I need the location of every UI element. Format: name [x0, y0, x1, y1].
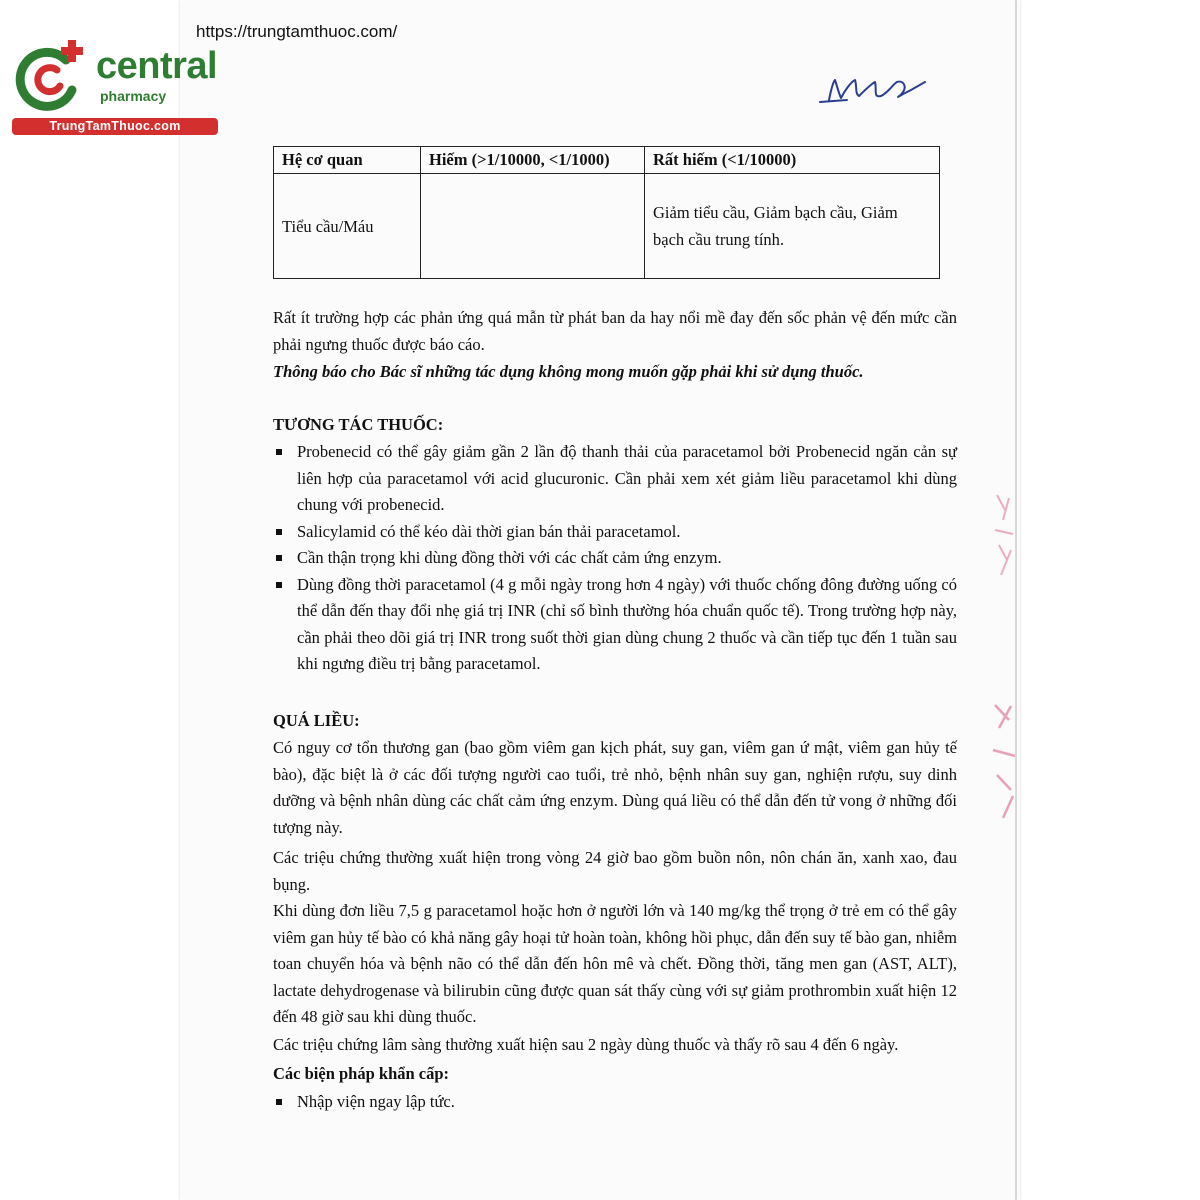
bullet-icon — [276, 529, 282, 535]
overdose-paragraph-4: Các triệu chứng lâm sàng thường xuất hiện sau 2 ngày dùng thuốc và thấy rõ sau 4 đến 6 ngày. — [273, 1035, 899, 1054]
table-cell: Tiểu cầu/Máu — [274, 174, 421, 279]
table-header-cell: Hiếm (>1/10000, <1/1000) — [421, 147, 645, 174]
pharmacy-cross-icon — [10, 38, 90, 118]
table-header-row — [274, 147, 940, 174]
overdose-paragraph-2: Các triệu chứng thường xuất hiện trong vòng 24 giờ bao gồm buồn nôn, nôn chán ăn, xanh xao, đau bụng. — [273, 848, 957, 894]
hypersensitivity-paragraph: Rất ít trường hợp các phản ứng quá mẫn từ phát ban da hay nổi mề đay đến sốc phản vệ đến mức cần phải ngưng thuốc được báo cáo. — [273, 308, 957, 354]
table-cell — [421, 174, 645, 279]
table-header-cell: Rất hiếm (<1/10000) — [645, 147, 940, 174]
overdose-heading: QUÁ LIỀU: — [273, 711, 360, 730]
overdose-paragraph-1: Có nguy cơ tổn thương gan (bao gồm viêm gan kịch phát, suy gan, viêm gan ứ mật, viêm gan hủy tế bào), đặc biệt là ở các đối tượng người cao tuổi, trẻ nhỏ, bệnh nhân suy gan, nghiện rượu, suy dinh dưỡng và bệnh nhân dùng các chất cảm ứng enzym. Dùng quá liều có thể dẫn đến tử vong ở những đối tượng này. — [273, 738, 957, 837]
bullet-icon — [276, 582, 282, 588]
list-item: Dùng đồng thời paracetamol (4 g mỗi ngày trong hơn 4 ngày) với thuốc chống đông đường uống có thể dẫn đến thay đổi nhẹ giá trị INR (chỉ số bình thường hóa chuẩn quốc tế). Trong trường hợp này, cần phải theo dõi giá trị INR trong suốt thời gian dùng chung 2 thuốc và cần tiếp tục đến 1 tuần sau khi ngưng điều trị bằng paracetamol. — [273, 572, 957, 678]
logo-banner: TrungTamThuoc.com — [12, 118, 218, 135]
bullet-icon — [276, 1099, 282, 1105]
doctor-notice: Thông báo cho Bác sĩ những tác dụng không mong muốn gặp phải khi sử dụng thuốc. — [273, 362, 864, 381]
bullet-icon — [276, 449, 282, 455]
interactions-list — [273, 439, 957, 678]
logo-wordmark: central — [96, 45, 218, 87]
list-item: Nhập viện ngay lập tức. — [273, 1089, 957, 1116]
emergency-heading: Các biện pháp khẩn cấp: — [273, 1064, 450, 1083]
interactions-heading: TƯƠNG TÁC THUỐC: — [273, 415, 444, 434]
table-row — [274, 174, 940, 279]
stamp-mark — [985, 700, 1025, 820]
table-header-cell: Hệ cơ quan — [274, 147, 421, 174]
list-item: Cần thận trọng khi dùng đồng thời với các chất cảm ứng enzym. — [273, 545, 957, 572]
source-url[interactable]: https://trungtamthuoc.com/ — [196, 22, 398, 41]
central-pharmacy-logo[interactable] — [10, 38, 218, 138]
page-edge — [1015, 0, 1017, 1200]
overdose-paragraph-3: Khi dùng đơn liều 7,5 g paracetamol hoặc hơn ở người lớn và 140 mg/kg thể trọng ở trẻ em có thể gây viêm gan hủy tế bào có khả năng gây hoại tử hoàn toàn, không hồi phục, dẫn đến suy tế bào gan, nhiễm toan chuyển hóa và bệnh não có thể dẫn đến hôn mê và chết. Đồng thời, tăng men gan (AST, ALT), lactate dehydrogenase và bilirubin cũng được quan sát thấy cùng với sự giảm prothrombin xuất hiện 12 đến 48 giờ sau khi dùng thuốc. — [273, 901, 957, 1026]
list-item: Probenecid có thể gây giảm gần 2 lần độ thanh thải của paracetamol bởi Probenecid ngăn cản sự liên hợp của paracetamol với acid glucuronic. Cần phải xem xét giảm liều paracetamol khi dùng chung với probenecid. — [273, 439, 957, 519]
emergency-list — [273, 1089, 957, 1116]
bullet-icon — [276, 555, 282, 561]
list-item: Salicylamid có thể kéo dài thời gian bán thải paracetamol. — [273, 519, 957, 546]
table-cell: Giảm tiểu cầu, Giảm bạch cầu, Giảm bạch cầu trung tính. — [645, 174, 940, 279]
handwritten-signature — [815, 70, 930, 110]
stamp-mark — [985, 490, 1025, 580]
logo-subtitle: pharmacy — [100, 88, 167, 104]
adverse-reactions-table — [273, 146, 940, 279]
